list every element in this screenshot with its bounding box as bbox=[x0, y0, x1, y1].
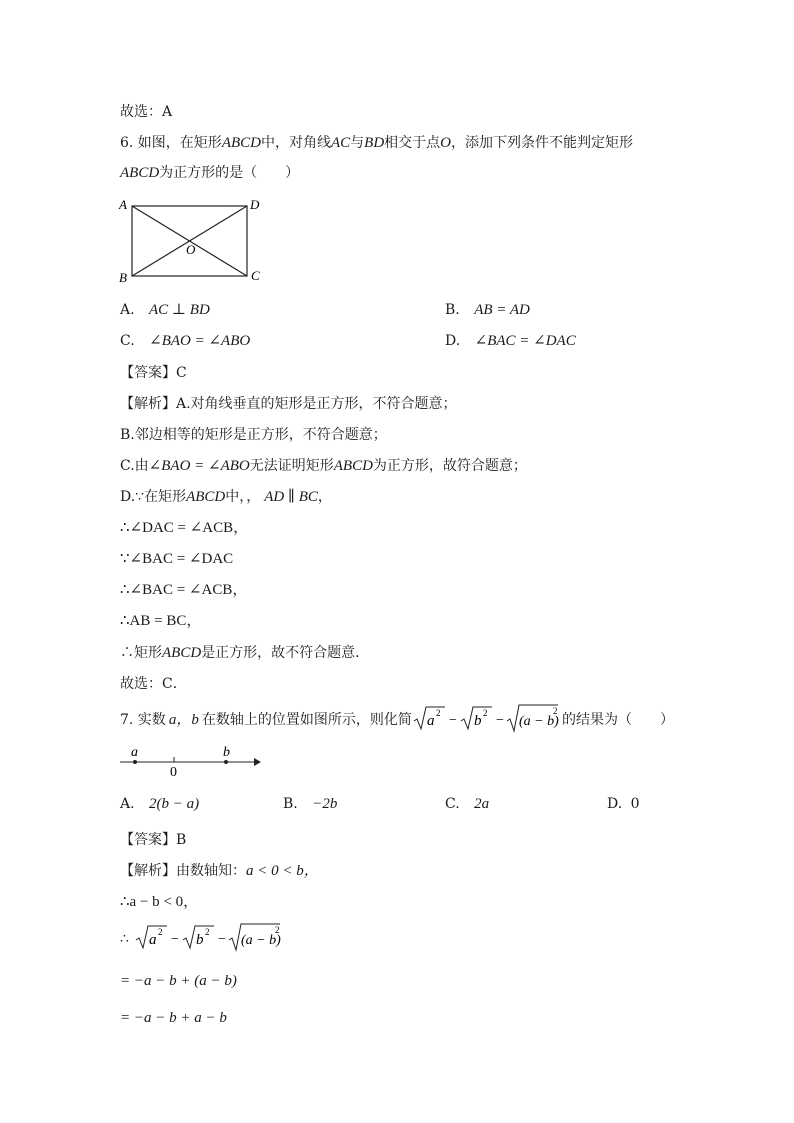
radicand: b bbox=[474, 713, 482, 729]
q7-option-a[interactable] bbox=[120, 795, 199, 813]
q7-analysis-5: = −a − b + a − b bbox=[120, 1010, 227, 1026]
q7-analysis-2: ∴a − b < 0， bbox=[120, 894, 199, 910]
previous-choice: 故选：A bbox=[120, 104, 173, 120]
q6-analysis-5: ∴∠DAC = ∠ACB， bbox=[120, 520, 249, 536]
analysis-text: 为正方形，故符合题意； bbox=[372, 458, 527, 474]
option-label: A. bbox=[120, 796, 135, 812]
option-label: C. bbox=[445, 796, 460, 812]
option-value: ∠BAO = ∠ABO bbox=[149, 333, 251, 349]
option-label: A. bbox=[120, 302, 135, 318]
q6-rectangle-figure bbox=[114, 196, 274, 286]
analysis-expr: AD ∥ BC bbox=[264, 489, 318, 505]
q7-answer: 【答案】B bbox=[120, 832, 187, 848]
q7-vars: a，b bbox=[168, 712, 199, 728]
q6-answer: 【答案】C bbox=[120, 365, 187, 381]
radicand: a bbox=[149, 932, 157, 948]
exponent: 2 bbox=[275, 925, 280, 935]
q7-radical-expression bbox=[412, 703, 562, 733]
label-zero: 0 bbox=[170, 765, 177, 778]
q7-stem bbox=[120, 711, 412, 729]
radicand: b bbox=[196, 932, 204, 948]
option-value: AC ⊥ BD bbox=[149, 302, 210, 318]
q7-analysis-1 bbox=[120, 862, 319, 880]
q6-choice: 故选：C． bbox=[120, 676, 187, 692]
q6-analysis-2: B.邻边相等的矩形是正方形，不符合题意； bbox=[120, 427, 387, 443]
option-label: B. bbox=[445, 302, 460, 318]
q7-option-b[interactable] bbox=[283, 795, 337, 813]
analysis-text: 是正方形，故不符合题意． bbox=[201, 645, 370, 661]
label-b: B bbox=[119, 270, 127, 285]
option-label: D. bbox=[445, 333, 461, 349]
operator: − bbox=[449, 713, 457, 728]
exponent: 2 bbox=[158, 927, 163, 937]
q6-analysis-8: ∴AB = BC， bbox=[120, 613, 202, 629]
q7-analysis-radical bbox=[134, 922, 284, 952]
option-label: B. bbox=[283, 796, 298, 812]
analysis-text: ， bbox=[317, 489, 332, 505]
q6-abcd: ABCD bbox=[221, 135, 261, 151]
analysis-text: 【解析】由数轴知： bbox=[120, 863, 246, 879]
label-b: b bbox=[223, 745, 230, 760]
q6-analysis-3 bbox=[120, 457, 527, 475]
q6-analysis-6: ∵∠BAC = ∠DAC bbox=[120, 551, 234, 567]
option-value: 2(b − a) bbox=[149, 796, 200, 812]
option-value: AB = AD bbox=[474, 302, 530, 318]
q7-option-d[interactable] bbox=[607, 795, 640, 813]
q6-analysis-4 bbox=[120, 488, 332, 506]
q6-text: 相交于点 bbox=[384, 135, 441, 151]
q6-stem-line1 bbox=[120, 134, 633, 152]
analysis-expr: a < 0 < b， bbox=[246, 863, 319, 879]
label-d: D bbox=[250, 197, 260, 212]
radicand: a bbox=[427, 713, 435, 729]
q6-ac: AC bbox=[330, 135, 351, 151]
label-a: A bbox=[119, 197, 127, 212]
q6-text: 中，对角线 bbox=[260, 135, 331, 151]
option-value: 0 bbox=[630, 796, 640, 812]
exponent: 2 bbox=[483, 708, 488, 718]
q6-analysis-9 bbox=[120, 644, 369, 662]
option-value: 2a bbox=[474, 796, 490, 812]
arrow-head bbox=[254, 758, 261, 766]
analysis-text: ∴矩形 bbox=[120, 645, 162, 661]
q7-option-c[interactable] bbox=[445, 795, 489, 813]
analysis-text: D.∵在矩形 bbox=[120, 489, 187, 505]
radicand: (a − b) bbox=[519, 714, 559, 729]
radicand: (a − b) bbox=[241, 933, 281, 948]
label-a: a bbox=[131, 745, 138, 760]
q7-number-line bbox=[118, 742, 268, 778]
analysis-expr: ABCD bbox=[162, 645, 202, 661]
q6-text: 与 bbox=[350, 135, 365, 151]
point-a bbox=[133, 760, 137, 764]
q7-stem-end: 的结果为（ ） bbox=[562, 712, 674, 728]
q6-text: ，添加下列条件不能判定矩形 bbox=[451, 135, 633, 151]
option-label: C. bbox=[120, 333, 135, 349]
q6-option-c[interactable] bbox=[120, 332, 250, 350]
q6-option-b[interactable] bbox=[445, 301, 530, 319]
exponent: 2 bbox=[205, 927, 210, 937]
therefore-symbol: ∴ bbox=[120, 931, 129, 947]
option-value: ∠BAC = ∠DAC bbox=[474, 333, 576, 349]
option-label: D. bbox=[607, 796, 623, 812]
q7-analysis-4: = −a − b + (a − b) bbox=[120, 973, 237, 989]
q7-analysis-3 bbox=[120, 930, 129, 948]
analysis-expr: ∠BAO = ∠ABO bbox=[148, 458, 250, 474]
q6-abcd: ABCD bbox=[120, 165, 160, 181]
q7-text: 7. 实数 bbox=[120, 712, 166, 728]
label-c: C bbox=[251, 268, 260, 283]
analysis-text: C.由 bbox=[120, 458, 149, 474]
point-b bbox=[224, 760, 228, 764]
q6-stem-line2 bbox=[120, 164, 299, 182]
option-value: −2b bbox=[312, 796, 338, 812]
q6-text: 为正方形的是（ ） bbox=[159, 165, 300, 181]
analysis-text: 无法证明矩形 bbox=[249, 458, 334, 474]
label-o: O bbox=[186, 242, 196, 257]
q6-analysis-1: 【解析】A.对角线垂直的矩形是正方形，不符合题意； bbox=[120, 396, 457, 412]
q6-option-d[interactable] bbox=[445, 332, 576, 350]
exponent: 2 bbox=[553, 706, 558, 716]
operator: − bbox=[496, 713, 504, 728]
q6-o: O bbox=[440, 135, 451, 151]
q7-text: 在数轴上的位置如图所示，则化简 bbox=[201, 712, 412, 728]
exponent: 2 bbox=[436, 708, 441, 718]
analysis-text: 中，， bbox=[225, 489, 261, 505]
q6-bd: BD bbox=[364, 135, 385, 151]
operator: − bbox=[218, 932, 226, 947]
analysis-expr: ABCD bbox=[186, 489, 226, 505]
q6-analysis-7: ∴∠BAC = ∠ACB， bbox=[120, 582, 248, 598]
q6-option-a[interactable] bbox=[120, 301, 210, 319]
analysis-expr: ABCD bbox=[333, 458, 373, 474]
operator: − bbox=[171, 932, 179, 947]
q6-text: 6. 如图，在矩形 bbox=[120, 135, 222, 151]
